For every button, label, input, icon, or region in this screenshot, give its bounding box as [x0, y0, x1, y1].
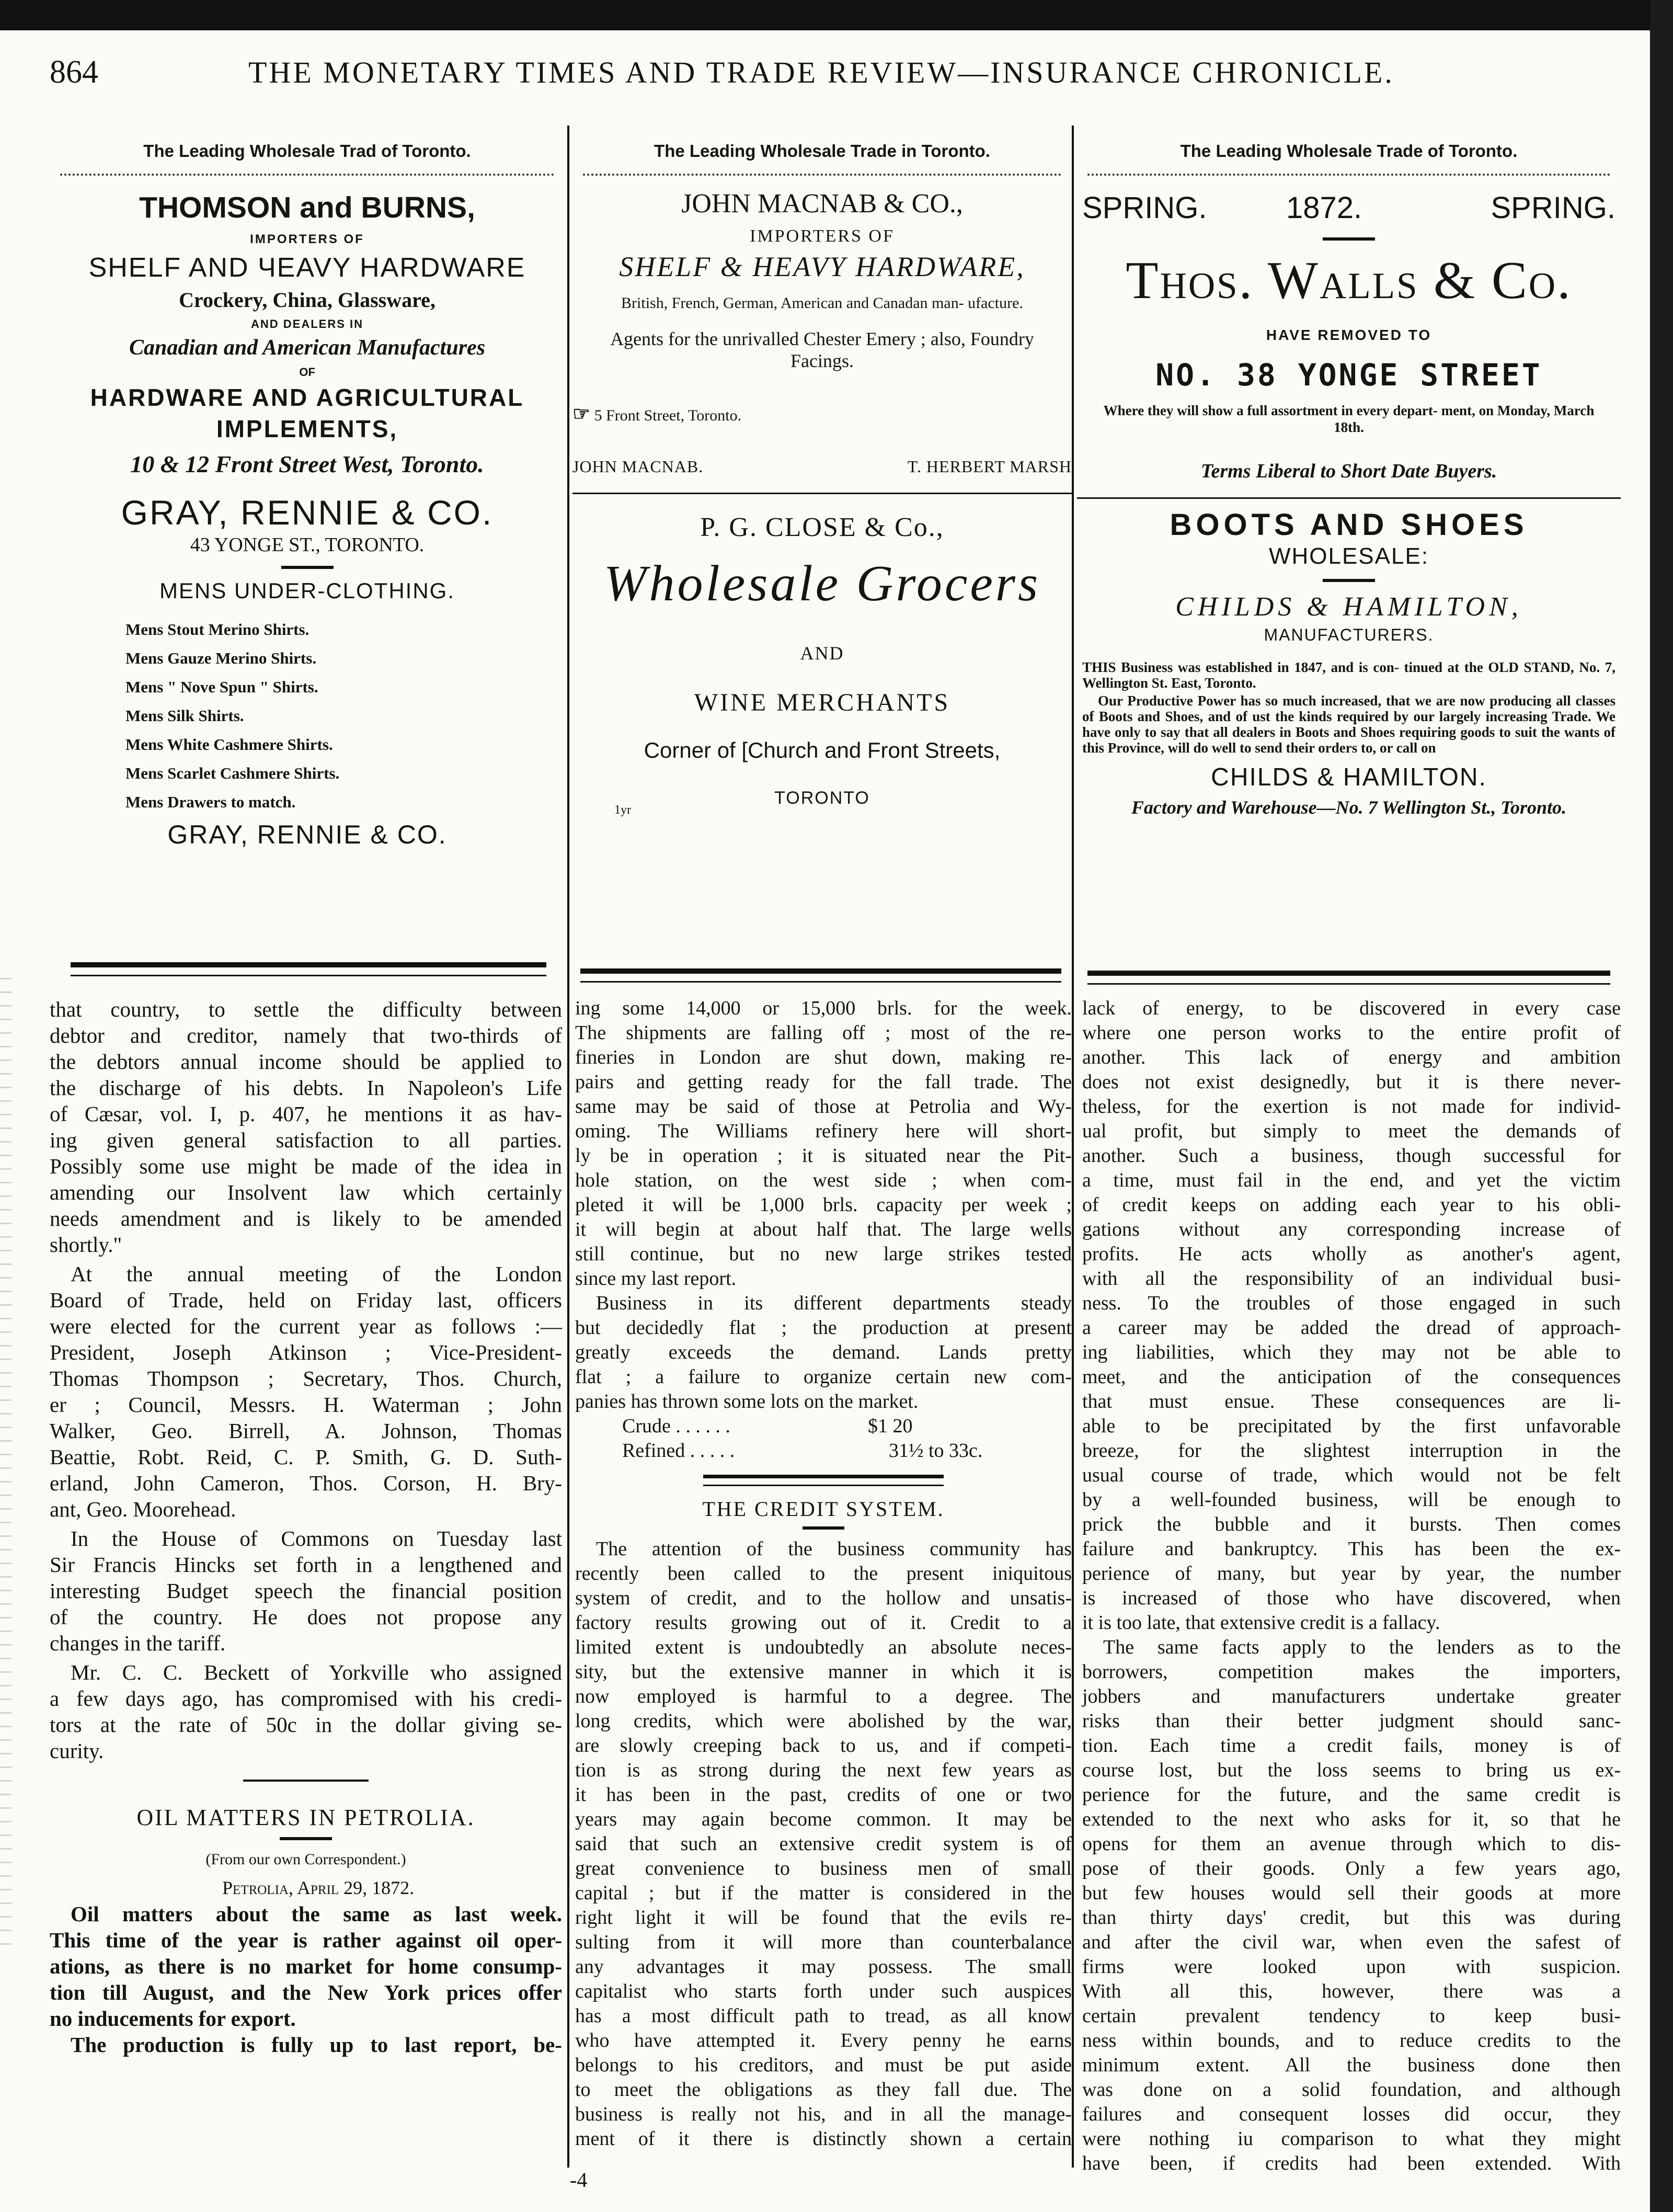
text-line: are slowly creeping back to us, and if competi- [575, 1735, 1072, 1757]
oil-continued-paragraph [575, 996, 1072, 1291]
clothing-list [125, 615, 565, 816]
text-line: a time, must fail in the end, and yet the victim [1082, 1169, 1621, 1191]
spring-year: 1872. [1286, 191, 1362, 225]
text-line: pairs and getting ready for the fall trade. The [575, 1071, 1072, 1093]
text-line: borrowers, competition makes the importers, [1082, 1661, 1621, 1683]
text-line: than thirty days' credit, but this was during [1082, 1907, 1621, 1929]
divider [1077, 497, 1621, 502]
text-line: right light it will be found that the evils re- [575, 1907, 1072, 1929]
text-line: minimum extent. All the business done then [1082, 2054, 1621, 2076]
body-column-1 [50, 996, 562, 2168]
text-line: the debtors annual income should be applied to [50, 1050, 562, 1074]
close-name: P. G. CLOSE & Co., [700, 512, 944, 542]
list-item: Mens Drawers to match. [125, 793, 296, 811]
boots-paragraph-2: Our Productive Power has so much increased, that we are now producing all classes of Boots and Shoes, and of ust the kinds required by our largely increasing Trade. We have only to say that all dealers in Boots and Shoes requiring goods to suit the wants of this Province, will do well to send their orders to, or call on [1082, 693, 1615, 756]
text-line: failures and consequent losses did occur, they [1082, 2103, 1621, 2125]
agricultural-line: HARDWARE AND AGRICULTURAL [90, 384, 524, 411]
wavy-rule [60, 168, 554, 176]
importers-label: IMPORTERS OF [250, 232, 364, 246]
text-line: With all this, however, there was a [1082, 1980, 1621, 2002]
boots-wholesale: WHOLESALE: [1268, 543, 1429, 569]
childs-hamilton-name: CHILDS & HAMILTON, [1175, 592, 1522, 622]
text-line: able to be precipitated by the first unfavorable [1082, 1415, 1621, 1437]
refined-price-row [575, 1439, 1072, 1463]
ad-header: The Leading Wholesale Trade in Toronto. [654, 141, 990, 161]
list-item: Mens White Cashmere Shirts. [125, 735, 333, 754]
text-line: lack of energy, to be discovered in every case [1082, 997, 1621, 1019]
spring-right: SPRING. [1491, 191, 1615, 225]
gray-rennie-footer: GRAY, RENNIE & CO. [167, 820, 447, 849]
text-line: system of credit, and to the hollow and unsatis- [575, 1587, 1072, 1609]
crude-price-row [575, 1414, 1072, 1439]
text-line: tion. Each time a credit fails, money is of [1082, 1735, 1621, 1757]
list-item: Mens Stout Merino Shirts. [125, 620, 310, 638]
macnab-agents: Agents for the unrivalled Chester Emery ; also, Foundry Facings. [610, 328, 1034, 371]
text-line: ations, as there is no market for home consump- [50, 1954, 562, 1978]
text-line: business is really not his, and in all the manage- [575, 2103, 1072, 2125]
masthead-title: THE MONETARY TIMES AND TRADE REVIEW—INSURANCE CHRONICLE. [248, 55, 1394, 89]
text-line: Thomas Thompson ; Secretary, Thos. Church, [50, 1366, 562, 1390]
macnab-origins: British, French, German, American and Canadan man- ufacture. [621, 294, 1023, 312]
spring-left: SPRING. [1082, 191, 1207, 225]
text-line: capital ; but if the matter is considered in the [575, 1882, 1072, 1904]
text-line: greatly exceeds the demand. Lands pretty [575, 1341, 1072, 1363]
oil-source: (From our own Correspondent.) [205, 1851, 406, 1868]
oil-paragraph [50, 1901, 562, 2058]
business-paragraph [575, 1291, 1072, 1414]
text-line: Beattie, Robt. Reid, C. P. Smith, G. D. Suth- [50, 1445, 562, 1469]
article-body [50, 996, 1621, 2174]
text-line: certain prevalent tendency to keep busi- [1082, 2005, 1621, 2027]
text-line: The attention of the business community has [596, 1538, 1072, 1560]
text-line: pleted it will be 1,000 brls. capacity per week ; [575, 1194, 1072, 1216]
text-line: risks than their better judgment should sanc- [1082, 1710, 1621, 1732]
text-line: the discharge of his debts. In Napoleon's Life [50, 1076, 562, 1100]
text-line: breeze, for the slightest interruption in the [1082, 1440, 1621, 1462]
ad-column-3 [1077, 126, 1621, 978]
text-line: have been, if credits had been extended. With [1082, 2152, 1621, 2174]
short-rule [1323, 579, 1375, 582]
text-line: ing some 14,000 or 15,000 brls. for the week. [575, 997, 1072, 1019]
text-line: ness within bounds, and to reduce credits to the [1082, 2029, 1621, 2051]
text-line: needs amendment and is likely to be amended [50, 1206, 562, 1230]
dealers-label: AND DEALERS IN [250, 317, 363, 330]
text-line: was done on a solid foundation, and although [1082, 2079, 1621, 2101]
list-item: Mens " Nove Spun " Shirts. [125, 678, 318, 696]
text-line: limited extent is undoubtedly an absolute neces- [575, 1636, 1072, 1658]
ad-header: The Leading Wholesale Trad of Toronto. [143, 141, 471, 161]
text-line: meet, and the anticipation of the consequences [1082, 1366, 1621, 1388]
text-line: perience of many, but year by year, the number [1082, 1563, 1621, 1584]
text-line: panies has thrown some lots on the market. [575, 1390, 919, 1412]
text-line: who have attempted it. Every penny he earns [575, 2029, 1072, 2051]
beckett-paragraph [50, 1659, 562, 1764]
thomson-burns-name: THOMSON and BURNS, [139, 191, 475, 224]
text-line: Walker, Geo. Birrell, A. Johnson, Thomas [50, 1419, 562, 1443]
text-line: ing liabilities, which they may not be able to [1082, 1341, 1621, 1363]
text-line: tors at the rate of 50c in the dollar giving se- [50, 1713, 562, 1737]
text-line: Sir Francis Hincks set forth in a lengthened and [50, 1553, 562, 1577]
short-rule [281, 566, 334, 569]
text-line: sulting from it will more than counterbalance [575, 1931, 1072, 1953]
text-line: The shipments are falling off ; most of the re- [575, 1022, 1072, 1044]
implements-line: IMPLEMENTS, [216, 415, 398, 442]
crude-price: $1 20 [868, 1415, 913, 1437]
scan-top-edge [0, 0, 1673, 30]
ad-column-2 [572, 126, 1072, 978]
manufacturers-label: MANUFACTURERS. [1264, 625, 1434, 644]
close-corner: Corner of [Church and Front Streets, [644, 738, 1001, 762]
text-line: no inducements for export. [50, 2006, 296, 2031]
text-line: that country, to settle the difficulty between [50, 997, 562, 1021]
text-line: it will begin at about half that. The large wells [575, 1218, 1072, 1240]
text-line: pose of their goods. Only a few years ago, [1082, 1857, 1621, 1879]
text-line: amending our Insolvent law which certainly [50, 1180, 562, 1204]
text-line: debtor and creditor, namely that two-thirds of [50, 1023, 562, 1047]
text-line: course lost, but the loss seems to bring us ex- [1082, 1759, 1621, 1781]
text-line: of the country. He does not propose any [50, 1605, 562, 1629]
text-line: with all the responsibility of an individual busi- [1082, 1268, 1621, 1290]
ornament-rule [243, 1780, 369, 1782]
shelf-heavy-hardware: SHELF AND ЧEAVY HARDWARE [88, 253, 526, 283]
text-line: where one person works to the entire profit of [1082, 1022, 1621, 1044]
scan-gutter-marks [0, 978, 12, 1945]
oil-dateline: Petrolia, April 29, 1872. [222, 1877, 415, 1898]
text-line: great convenience to business men of small [575, 1857, 1072, 1879]
text-line: curity. [50, 1739, 104, 1763]
page-header [50, 50, 1629, 97]
text-line: sity, but the extensive manner in which it is [575, 1661, 1072, 1683]
text-line: does not exist designedly, but it is there never- [1082, 1071, 1621, 1093]
gray-rennie-name: GRAY, RENNIE & CO. [121, 493, 494, 532]
text-line: same may be said of those at Petrolia and Wy- [575, 1096, 1072, 1118]
text-line: still continue, but no new large strikes tested [575, 1243, 1072, 1265]
wine-merchants: WINE MERCHANTS [694, 689, 950, 716]
text-line: The same facts apply to the lenders as to the [1103, 1636, 1621, 1658]
text-line: is increased of those who have discovered, when [1082, 1587, 1621, 1609]
ad-column-1 [50, 126, 565, 978]
napoleon-paragraph [50, 996, 562, 1258]
text-line: profits. He acts wholly as another's agent, [1082, 1243, 1621, 1265]
text-line: has a most difficult path to tread, as all know [575, 2005, 1072, 2027]
text-line: interesting Budget speech the financial position [50, 1579, 562, 1603]
text-line: but decidedly flat ; the production at present [575, 1317, 1072, 1339]
text-line: ment of it there is distinctly shown a certain [575, 2128, 1072, 2150]
text-line: firms were looked upon with suspicion. [1082, 1956, 1621, 1978]
text-line: belongs to his creditors, and must be put aside [575, 2054, 1072, 2076]
macnab-address-line [572, 402, 1072, 426]
under-clothing-heading: MENS UNDER-CLOTHING. [159, 578, 455, 603]
text-line: Oil matters about the same as last week. [71, 1902, 562, 1926]
removed-label: HAVE REMOVED TO [1266, 327, 1432, 343]
body-column-3 [1082, 996, 1621, 2174]
text-line: but few houses would sell their goods at more [1082, 1882, 1621, 1904]
lenders-paragraph [1082, 1635, 1621, 2176]
list-item: Mens Scarlet Cashmere Shirts. [125, 764, 340, 782]
factory-address: Factory and Warehouse—No. 7 Wellington St., Toronto. [1131, 797, 1567, 818]
text-line: shortly." [50, 1233, 122, 1257]
macnab-address: 5 Front Street, Toronto. [594, 407, 742, 424]
text-line: perience for the future, and the same credit is [1082, 1784, 1621, 1806]
oil-matters-title: OIL MATTERS IN PETROLIA. [136, 1805, 475, 1830]
text-line: of Cæsar, vol. I, p. 407, he mentions it as hav- [50, 1102, 562, 1126]
text-line: Possibly some use might be made of the idea in [50, 1154, 562, 1178]
text-line: ant, Geo. Moorehead. [50, 1497, 236, 1521]
text-line: said that such an extensive credit system is of [575, 1833, 1072, 1855]
scan-right-edge [1650, 0, 1673, 2212]
text-line: ual profit, but simply to meet the demands of [1082, 1120, 1621, 1142]
text-line: long credits, which were abolished by the war, [575, 1710, 1072, 1732]
board-of-trade-paragraph [50, 1261, 562, 1522]
of-label: OF [299, 366, 315, 379]
text-line: gations without any corresponding increase of [1082, 1218, 1621, 1240]
text-line: opens for them an avenue through which to dis- [1082, 1833, 1621, 1855]
partner-2: T. HERBERT MARSH [907, 457, 1072, 476]
text-line: extended to the next who asks for it, so that he [1082, 1808, 1621, 1830]
text-line: and after the civil war, when even the safest of [1082, 1931, 1621, 1953]
text-line: failure and bankruptcy. This has been the ex- [1082, 1538, 1621, 1560]
text-line: In the House of Commons on Tuesday last [71, 1526, 562, 1550]
spring-line [1077, 190, 1621, 228]
text-line: that must ensue. These consequences are li- [1082, 1390, 1621, 1412]
text-line: by a well-founded business, will be enough to [1082, 1489, 1621, 1511]
text-line: recently been called to the present iniquitous [575, 1563, 1072, 1584]
walls-terms: Terms Liberal to Short Date Buyers. [1200, 460, 1497, 482]
list-item: Mens Silk Shirts. [125, 706, 244, 725]
text-line: erland, John Cameron, Thos. Corson, H. Bry- [50, 1471, 562, 1495]
text-line: now employed is harmful to a degree. The [575, 1685, 1072, 1707]
text-line: tion is as strong during the next few years as [575, 1759, 1072, 1781]
pointing-hand-icon: ☞ [572, 403, 591, 425]
divider [572, 493, 1072, 497]
boots-paragraph-1: THIS Business was established in 1847, and is con- tinued at the OLD STAND, No. 7, Wellington St. East, Toronto. [1082, 659, 1615, 691]
yonge-street: NO. 38 YONGE STREET [1155, 357, 1542, 393]
text-line: a career may be added the dread of approach- [1082, 1317, 1621, 1339]
text-line: flat ; a failure to organize certain new com- [575, 1366, 1072, 1388]
short-rule [803, 1526, 844, 1530]
refined-price: 31½ to 33c. [889, 1440, 983, 1462]
crockery-line: Crockery, China, Glassware, [179, 288, 436, 312]
section-rule-3 [1087, 971, 1610, 985]
boots-shoes-title: BOOTS AND SHOES [1170, 508, 1528, 542]
ad-code: 1yr [614, 803, 631, 817]
text-line: were elected for the current year as follows :— [50, 1314, 562, 1338]
macnab-partners [572, 457, 1072, 478]
text-line: Board of Trade, held on Friday last, officers [50, 1288, 562, 1312]
macnab-hardware: SHELF & HEAVY HARDWARE, [619, 251, 1025, 282]
advertisements [50, 126, 1621, 978]
text-line: ly be in operation ; it is situated near the Pit- [575, 1145, 1072, 1167]
list-item: Mens Gauze Merino Shirts. [125, 649, 317, 667]
walls-assortment: Where they will show a full assortment in every depart- ment, on Monday, March 18th. [1103, 403, 1595, 435]
short-rule [280, 1837, 332, 1840]
text-line: President, Joseph Atkinson ; Vice-President- [50, 1340, 562, 1364]
text-line: ing given general satisfaction to all parties. [50, 1128, 562, 1152]
body-column-2 [575, 996, 1072, 2168]
text-line: fineries in London are shut down, making re- [575, 1046, 1072, 1068]
importers-label: IMPORTERS OF [750, 226, 895, 246]
text-line: were nothing iu comparison to what they might [1082, 2128, 1621, 2150]
manufactures-line: Canadian and American Manufactures [129, 336, 486, 360]
text-line: since my last report. [575, 1268, 737, 1290]
double-rule [703, 1475, 944, 1486]
page-number: 864 [50, 54, 98, 90]
text-line: another. Such a business, though successful for [1082, 1145, 1621, 1167]
text-line: The production is fully up to last report, be- [71, 2033, 562, 2057]
childs-hamilton-footer: CHILDS & HAMILTON. [1211, 763, 1487, 791]
text-line: theless, for the exertion is not made for individ- [1082, 1096, 1621, 1118]
text-line: At the annual meeting of the London [71, 1262, 562, 1286]
text-line: er ; Council, Messrs. H. Waterman ; John [50, 1393, 562, 1417]
text-line: ness. To the troubles of those engaged in such [1082, 1292, 1621, 1314]
text-line: oming. The Williams refinery here will short- [575, 1120, 1072, 1142]
text-line: a few days ago, has compromised with his credi- [50, 1686, 562, 1711]
footer-mark: -4 [570, 2168, 588, 2192]
wholesale-grocers: Wholesale Grocers [603, 555, 1041, 612]
text-line: jobbers and manufacturers undertake greater [1082, 1685, 1621, 1707]
text-line: Business in its different departments steady [596, 1292, 1072, 1314]
text-line: usual course of trade, which would not be felt [1082, 1464, 1621, 1486]
close-city: TORONTO [774, 788, 870, 808]
text-line: changes in the tariff. [50, 1631, 226, 1655]
credit-paragraph [575, 1537, 1072, 2151]
gray-rennie-address: 43 YONGE ST., TORONTO. [190, 534, 425, 556]
text-line: hole station, on the west side ; when com- [575, 1169, 1072, 1191]
thos-walls-name: Thos. Walls & Co. [1126, 251, 1572, 310]
section-rule-2 [580, 968, 1061, 983]
and-label: AND [800, 643, 844, 664]
text-line: years may again become common. It may be [575, 1808, 1072, 1830]
text-line: prick the bubble and it bursts. Then comes [1082, 1513, 1621, 1535]
refined-label: Refined . . . . . [622, 1440, 735, 1462]
credit-continued-paragraph [1082, 996, 1621, 1635]
text-line: to meet the obligations as they fall due. The [575, 2079, 1072, 2101]
text-line: factory results growing out of it. Credit to a [575, 1612, 1072, 1634]
ad-header: The Leading Wholesale Trade of Toronto. [1180, 141, 1518, 161]
wavy-rule [583, 168, 1061, 176]
section-rule-1 [71, 962, 546, 976]
short-rule [1323, 237, 1375, 241]
text-line: another. This lack of energy and ambition [1082, 1046, 1621, 1068]
credit-system-title: THE CREDIT SYSTEM. [702, 1497, 945, 1521]
macnab-name: JOHN MACNAB & CO., [681, 189, 963, 219]
commons-paragraph [50, 1525, 562, 1656]
crude-label: Crude . . . . . . [622, 1415, 730, 1437]
text-line: This time of the year is rather against oil oper- [50, 1928, 562, 1952]
partner-1: JOHN MACNAB. [572, 457, 704, 476]
text-line: it is too late, that extensive credit is a fallacy. [1082, 1612, 1440, 1634]
text-line: Mr. C. C. Beckett of Yorkville who assigned [71, 1660, 562, 1684]
text-line: it has been in the past, credits of one or two [575, 1784, 1072, 1806]
wavy-rule [1087, 168, 1610, 176]
thomson-address: 10 & 12 Front Street West, Toronto. [130, 451, 484, 477]
text-line: any advantages it may possess. The small [575, 1956, 1072, 1978]
text-line: capitalist who starts forth under such auspices [575, 1980, 1072, 2002]
text-line: tion till August, and the New York prices offer [50, 1980, 562, 2004]
text-line: of credit keeps on adding each year to his obli- [1082, 1194, 1621, 1216]
